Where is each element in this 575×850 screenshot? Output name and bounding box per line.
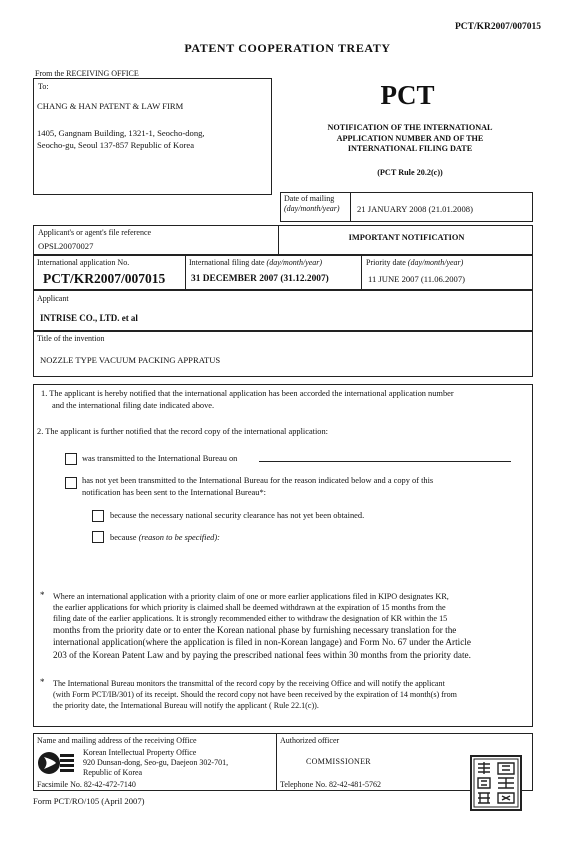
note1-asterisk: * bbox=[40, 590, 45, 600]
note2-line3: the priority date, the International Bureau will notify the applicant ( Rule 22.1(c)). bbox=[53, 701, 319, 710]
other-reason-checkbox[interactable] bbox=[92, 531, 104, 543]
notification-title bbox=[296, 123, 524, 155]
transmitted-label: was transmitted to the International Bureau on bbox=[82, 454, 238, 463]
receiving-office-label: Name and mailing address of the receiving Office bbox=[37, 736, 197, 745]
note1-line2: the earlier applications for which priority is claimed shall be deemed withdrawn at the expiration of 15 months from the bbox=[53, 603, 446, 612]
other-reason-hint: (reason to be specified): bbox=[138, 533, 220, 542]
kipo-logo bbox=[36, 749, 76, 777]
notification-title-line3: INTERNATIONAL FILING DATE bbox=[347, 144, 473, 153]
official-seal bbox=[470, 755, 522, 811]
treaty-title: PATENT COOPERATION TREATY bbox=[184, 41, 391, 55]
applicant-value: INTRISE CO., LTD. et al bbox=[40, 313, 138, 323]
priority-date-format: (day/month/year) bbox=[407, 258, 464, 267]
receiving-office-address bbox=[83, 748, 228, 778]
addressee-address-line2: Seocho-gu, Seoul 137-857 Republic of Korea bbox=[37, 140, 195, 150]
not-transmitted-line1: has not yet been transmitted to the International Bureau for the reason indicated below and a copy of this bbox=[82, 476, 434, 485]
note2-line2: (with Form PCT/IB/301) of its receipt. Should the record copy not have been received by the expiration of 14 month(s) from bbox=[53, 690, 457, 699]
applicant-box bbox=[33, 290, 533, 331]
mailing-date-value: 21 JANUARY 2008 (21.01.2008) bbox=[357, 204, 473, 214]
authorized-officer-label: Authorized officer bbox=[280, 736, 340, 745]
authorized-officer-name: COMMISSIONER bbox=[306, 757, 371, 766]
item1-line1: 1. The applicant is hereby notified that the international application has been accorded the international application number bbox=[41, 389, 454, 398]
important-notification: IMPORTANT NOTIFICATION bbox=[348, 233, 465, 242]
facsimile-number: Facsimile No. 82-42-472-7140 bbox=[37, 780, 136, 789]
note1-line1: Where an international application with a priority claim of one or more earlier applications filed in KIPO designates KR, bbox=[53, 592, 449, 601]
notification-title-line2: APPLICATION NUMBER AND OF THE bbox=[336, 133, 484, 143]
transmitted-checkbox[interactable] bbox=[65, 453, 77, 465]
office-line2: 920 Dunsan-dong, Seo-gu, Daejeon 302-701, bbox=[83, 758, 229, 767]
international-application-number: PCT/KR2007/007015 bbox=[43, 271, 166, 286]
note2-line1: The International Bureau monitors the transmittal of the record copy by the receiving Office and will notify the applicant bbox=[53, 679, 445, 688]
other-reason-prefix: because bbox=[110, 533, 137, 542]
note1-line4: months from the priority date or to enter the Korean national phase by furnishing necessary translation for the bbox=[53, 625, 457, 635]
note1-line3: filing date of the earlier applications. It is strongly recommended either to withdraw the designation of KR within the 15 bbox=[53, 614, 448, 623]
note1-text bbox=[53, 591, 531, 661]
note2-asterisk: * bbox=[40, 677, 45, 687]
from-label: From the RECEIVING OFFICE bbox=[35, 69, 139, 78]
filing-date-label-text: International filing date bbox=[189, 258, 265, 267]
notification-title-line1: NOTIFICATION OF THE INTERNATIONAL bbox=[327, 123, 493, 132]
to-label: To: bbox=[38, 82, 49, 91]
pct-rule: (PCT Rule 20.2(c)) bbox=[377, 168, 443, 177]
applicant-label: Applicant bbox=[37, 294, 69, 303]
not-transmitted-checkbox[interactable] bbox=[65, 477, 77, 489]
priority-date-value: 11 JUNE 2007 (11.06.2007) bbox=[368, 274, 465, 284]
note1-line6: 203 of the Korean Patent Law and by paying the prescribed national fees within 30 months from the priority date. bbox=[53, 649, 471, 660]
not-transmitted-line2: notification has been sent to the International Bureau*: bbox=[82, 487, 266, 497]
note2-text bbox=[53, 678, 531, 711]
item1-line2: and the international filing date indicated above. bbox=[52, 400, 215, 410]
telephone-number: Telephone No. 82-42-481-5762 bbox=[280, 780, 381, 789]
invention-title-value: NOZZLE TYPE VACUUM PACKING APPRATUS bbox=[40, 355, 221, 365]
priority-date-label bbox=[366, 258, 463, 267]
mailing-date-label: Date of mailing bbox=[284, 194, 335, 203]
filing-date-label bbox=[189, 258, 322, 267]
document-reference-top: PCT/KR2007/007015 bbox=[454, 22, 541, 32]
security-clearance-label: because the necessary national security clearance has not yet been obtained. bbox=[110, 511, 365, 520]
note1-line5: international application(where the application is filed in non-Korean langage) and Form No. 67 under the Article bbox=[53, 637, 471, 648]
item1-text bbox=[41, 388, 529, 411]
invention-title-label: Title of the invention bbox=[37, 334, 105, 343]
transmitted-date-line bbox=[259, 461, 511, 462]
invention-title-box bbox=[33, 331, 533, 377]
form-identifier: Form PCT/RO/105 (April 2007) bbox=[33, 796, 145, 806]
mailing-date-format: (day/month/year) bbox=[284, 204, 340, 213]
office-line3: Republic of Korea bbox=[83, 768, 143, 777]
office-line1: Korean Intellectual Property Office bbox=[83, 748, 197, 757]
security-clearance-checkbox[interactable] bbox=[92, 510, 104, 522]
other-reason-label bbox=[110, 532, 220, 544]
file-reference-value: OPSL20070027 bbox=[38, 241, 94, 251]
filing-date-format: (day/month/year) bbox=[266, 258, 323, 267]
pct-heading: PCT bbox=[380, 80, 435, 110]
file-reference-label: Applicant's or agent's file reference bbox=[38, 228, 152, 237]
international-application-label: International application No. bbox=[37, 258, 130, 267]
priority-date-label-text: Priority date bbox=[366, 258, 406, 267]
addressee-address-line1: 1405, Gangnam Building, 1321-1, Seocho-dong, bbox=[37, 128, 205, 138]
item2-text: 2. The applicant is further notified that the record copy of the international application: bbox=[37, 427, 329, 436]
not-transmitted-label bbox=[82, 475, 522, 498]
filing-date-value: 31 DECEMBER 2007 (31.12.2007) bbox=[191, 274, 329, 284]
addressee-firm: CHANG & HAN PATENT & LAW FIRM bbox=[37, 101, 184, 111]
